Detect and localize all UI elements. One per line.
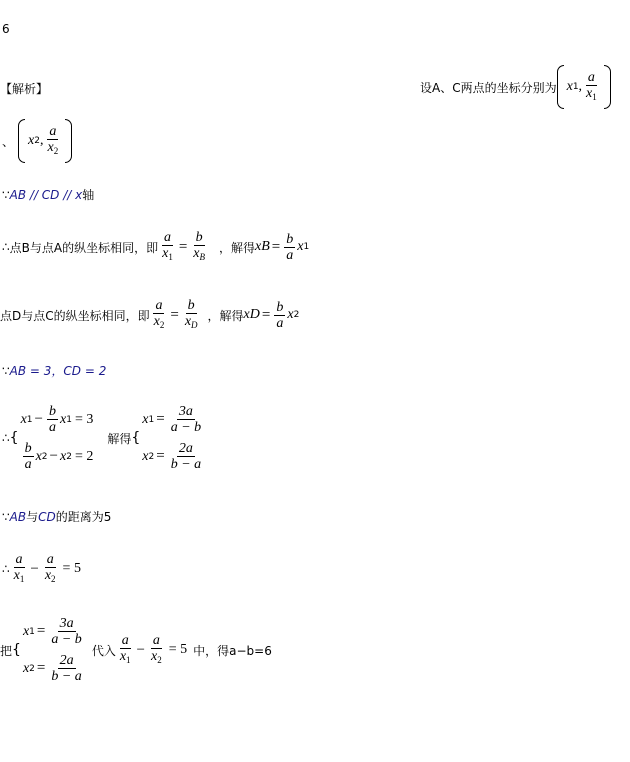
section-title: 【解析】 bbox=[0, 82, 49, 96]
lengths-statement: ∵AB = 3，CD = 2 bbox=[2, 364, 107, 378]
page-number: 6 bbox=[2, 22, 10, 36]
final-x1: x 1 = $\frac{3a}{a - b}$ bbox=[22, 616, 82, 647]
distance-equation: ∴ $\frac{a}{x_1}$ − $\frac{a}{x_2}$ = 5 bbox=[2, 551, 81, 584]
solution-x1: x 1 = $\frac{3a}{a - b}$ bbox=[142, 404, 202, 435]
intro-line bbox=[420, 64, 611, 110]
distance-statement: ∵AB与CD的距离为5 bbox=[2, 510, 112, 524]
system-row-2: $\frac{b}{a}$ x 2 − x 2 = 2 bbox=[24, 441, 94, 472]
point-a-coordinates: x 1 , $\frac{a}{x_1}$ bbox=[557, 65, 611, 109]
solution-x2: x 2 = $\frac{2a}{b - a}$ bbox=[142, 441, 202, 472]
point-b-statement: ∴ 点B与点A的纵坐标相同，即 $\frac{a}{x_1}$ = $\frac{b}{x_B}$ ，解得 x B = $\frac{b}{a}$ x 1 bbox=[2, 229, 310, 263]
system-row-1: x 1 − $\frac{b}{a}$ x 1 = 3 bbox=[20, 404, 94, 435]
parallel-statement: ∵AB // CD // x轴 bbox=[2, 188, 95, 202]
point-d-statement: 点D与点C的纵坐标相同，即 $\frac{a}{x_2}$ = $\frac{b}{x_D}$ ，解得 x D = $\frac{b}{a}$ x 2 bbox=[0, 297, 300, 331]
intro-text: 设A、C两点的坐标分别为 bbox=[420, 80, 557, 95]
equation-system: ∴ { x 1 − $\frac{b}{a}$ x 1 = 3 $\frac{b}{a}$ x 2 − x 2 = 2 解得 { x 1 = $\frac{3a}{a - b}$ x 2 = $\frac{2a}{b - a}$ bbox=[2, 404, 205, 472]
point-c-line: 、 x 2 , $\frac{a}{x_2}$ bbox=[2, 118, 72, 164]
point-c-coordinates: x 2 , $\frac{a}{x_2}$ bbox=[18, 119, 72, 163]
final-x2: x 2 = $\frac{2a}{b - a}$ bbox=[22, 653, 82, 684]
final-statement: 把 { x 1 = $\frac{3a}{a - b}$ x 2 = $\frac{2a}{b - a}$ 代入 $\frac{a}{x_1}$ − $\frac{a}{x_2}$ = 5 中，得a−b=6 bbox=[0, 616, 272, 684]
